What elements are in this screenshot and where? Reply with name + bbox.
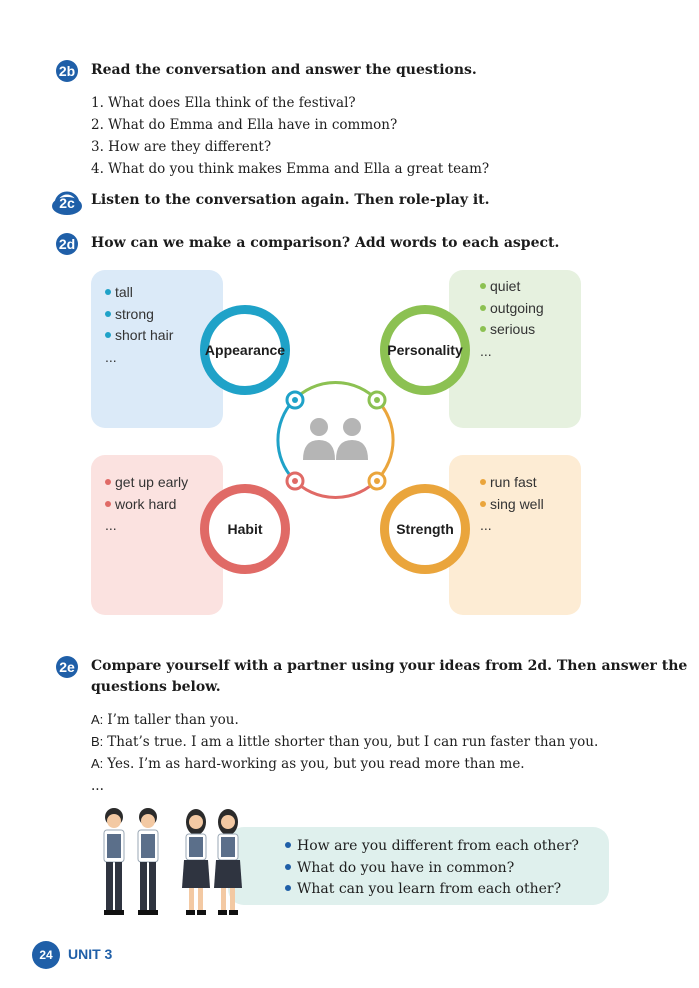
bullet-icon [480, 305, 486, 311]
list-item: serious [480, 319, 544, 341]
center-people-graphic [270, 375, 410, 505]
bullet-icon [480, 501, 486, 507]
bubble-question-list [285, 836, 579, 901]
students-illustration [96, 806, 246, 920]
section-heading-2d: How can we make a comparison? Add words to each aspect. [91, 235, 560, 251]
bullet-icon [480, 283, 486, 289]
list-item: short hair [105, 325, 173, 347]
section-heading-2b: Read the conversation and answer the questions. [91, 62, 477, 78]
unit-label: UNIT 3 [68, 946, 113, 962]
bullet-icon [285, 885, 291, 891]
appearance-word-list [105, 282, 173, 368]
list-item: What can you learn from each other? [285, 879, 579, 901]
list-item: ... [480, 342, 492, 359]
bullet-icon [480, 479, 486, 485]
section-heading-2c: Listen to the conversation again. Then role-play it. [91, 192, 490, 208]
bullet-icon [105, 311, 111, 317]
habit-ring: Habit [200, 484, 290, 574]
section-badge-2c: 2c [59, 195, 75, 211]
question-list [91, 92, 489, 180]
bullet-icon [105, 332, 111, 338]
dialog-line: B: That’s true. I am a little shorter than you, but I can run faster than you. [91, 734, 599, 750]
list-item: work hard [105, 494, 188, 516]
section-badge-2e: 2e [56, 656, 78, 678]
bullet-icon [105, 501, 111, 507]
list-item: quiet [480, 276, 544, 298]
bullet-icon [480, 326, 486, 332]
question-item: 4. What do you think makes Emma and Ella a great team? [91, 161, 490, 177]
list-item: sing well [480, 494, 544, 516]
list-item: outgoing [480, 298, 544, 320]
list-item: What do you have in common? [285, 858, 579, 880]
habit-word-list [105, 472, 188, 537]
list-item: ... [480, 517, 492, 533]
bullet-icon [105, 289, 111, 295]
list-item: run fast [480, 472, 544, 494]
dialog-line: A: I’m taller than you. [91, 712, 239, 728]
section-heading-2e-line2: questions below. [91, 679, 221, 695]
dialog-ellipsis: ... [91, 778, 104, 794]
bullet-icon [105, 479, 111, 485]
list-item: How are you different from each other? [285, 836, 579, 858]
list-item: tall [105, 282, 173, 304]
strength-ring: Strength [380, 484, 470, 574]
bullet-icon [285, 842, 291, 848]
question-item: 3. How are they different? [91, 139, 272, 155]
personality-word-list [480, 276, 544, 362]
personality-ring: Personality [380, 305, 470, 395]
section-badge-2b: 2b [56, 60, 78, 82]
strength-word-list [480, 472, 544, 537]
section-badge-2d: 2d [56, 233, 78, 255]
appearance-ring: Appearance [200, 305, 290, 395]
list-item: get up early [105, 472, 188, 494]
dialog-line: A: Yes. I’m as hard-working as you, but you read more than me. [91, 756, 525, 772]
page-number: 24 [32, 941, 60, 969]
bullet-icon [285, 864, 291, 870]
list-item: strong [105, 304, 173, 326]
list-item: ... [105, 348, 117, 365]
section-heading-2e: Compare yourself with a partner using your ideas from 2d. Then answer the [91, 658, 688, 674]
question-item: 2. What do Emma and Ella have in common? [91, 117, 398, 133]
list-item: ... [105, 517, 117, 533]
question-item: 1. What does Ella think of the festival? [91, 95, 356, 111]
